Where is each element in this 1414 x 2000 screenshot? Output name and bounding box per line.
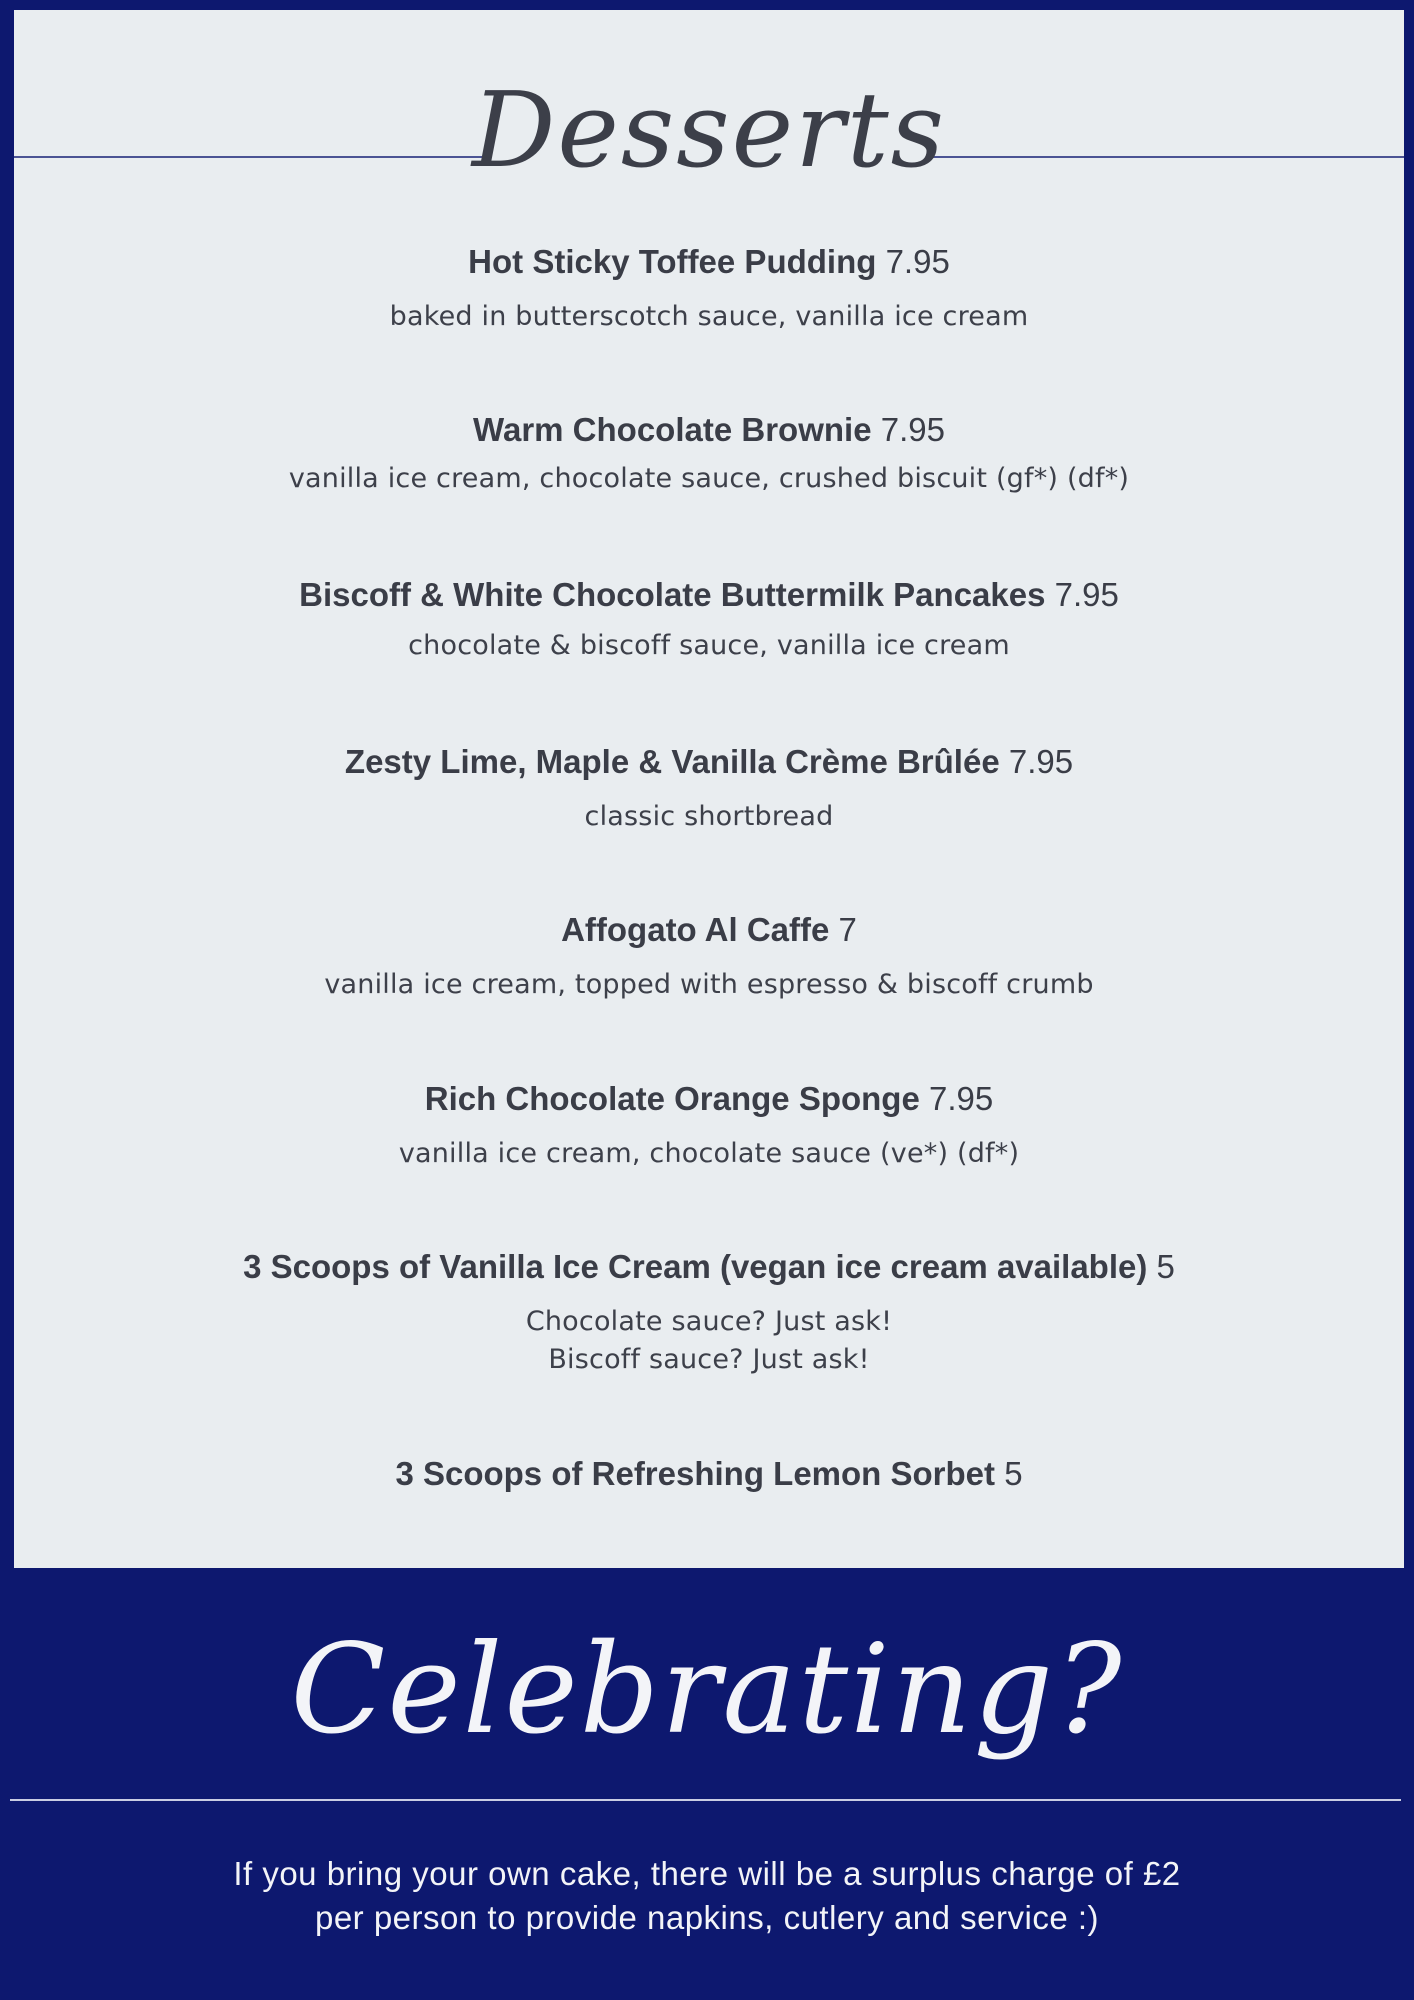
menu-item xyxy=(14,242,1404,336)
item-name: Warm Chocolate Brownie xyxy=(473,411,872,448)
menu-item xyxy=(14,742,1404,836)
item-price: 7 xyxy=(838,911,857,948)
celebrate-divider xyxy=(10,1799,1401,1801)
item-price: 7.95 xyxy=(885,243,950,280)
menu-item xyxy=(14,410,1404,498)
item-description: vanilla ice cream, chocolate sauce, crushed biscuit (gf*) (df*) xyxy=(288,463,1130,494)
note-line: per person to provide napkins, cutlery and service :) xyxy=(314,1899,1100,1936)
item-description: Biscoff sauce? Just ask! xyxy=(548,1344,870,1375)
item-name: Zesty Lime, Maple & Vanilla Crème Brûlée xyxy=(344,743,1000,780)
item-name: 3 Scoops of Vanilla Ice Cream (vegan ice cream available) xyxy=(243,1248,1148,1285)
item-description: chocolate & biscoff sauce, vanilla ice cream xyxy=(408,630,1010,661)
item-description: Chocolate sauce? Just ask! xyxy=(525,1306,893,1337)
celebrate-section xyxy=(0,1590,1414,1790)
item-price: 7.95 xyxy=(1054,576,1119,613)
item-description: vanilla ice cream, topped with espresso & biscoff crumb xyxy=(324,969,1094,1000)
menu-header xyxy=(14,50,1404,210)
item-price: 7.95 xyxy=(1008,743,1074,780)
item-name: Biscoff & White Chocolate Buttermilk Pancakes xyxy=(299,576,1046,613)
note-line: If you bring your own cake, there will be a surplus charge of £2 xyxy=(233,1855,1181,1892)
item-price: 5 xyxy=(1156,1248,1175,1285)
menu-item xyxy=(14,575,1404,665)
item-name: Hot Sticky Toffee Pudding xyxy=(468,243,877,280)
item-name: Rich Chocolate Orange Sponge xyxy=(424,1080,920,1117)
item-description: baked in butterscotch sauce, vanilla ice cream xyxy=(389,301,1029,332)
item-description: vanilla ice cream, chocolate sauce (ve*) (df*) xyxy=(398,1138,1020,1169)
item-price: 7.95 xyxy=(929,1080,994,1117)
item-name: Affogato Al Caffe xyxy=(561,911,830,948)
menu-item xyxy=(14,1454,1404,1494)
menu-item xyxy=(14,1079,1404,1173)
menu-title: Desserts xyxy=(471,69,947,191)
menu-panel xyxy=(14,10,1404,1568)
item-description: classic shortbread xyxy=(584,801,834,832)
menu-item xyxy=(14,1247,1404,1379)
item-price: 5 xyxy=(1004,1455,1023,1492)
item-name: 3 Scoops of Refreshing Lemon Sorbet xyxy=(395,1455,996,1492)
menu-item xyxy=(14,910,1404,1004)
cake-charge-note xyxy=(0,1852,1414,1940)
celebrate-title: Celebrating? xyxy=(290,1618,1124,1762)
item-price: 7.95 xyxy=(880,411,945,448)
